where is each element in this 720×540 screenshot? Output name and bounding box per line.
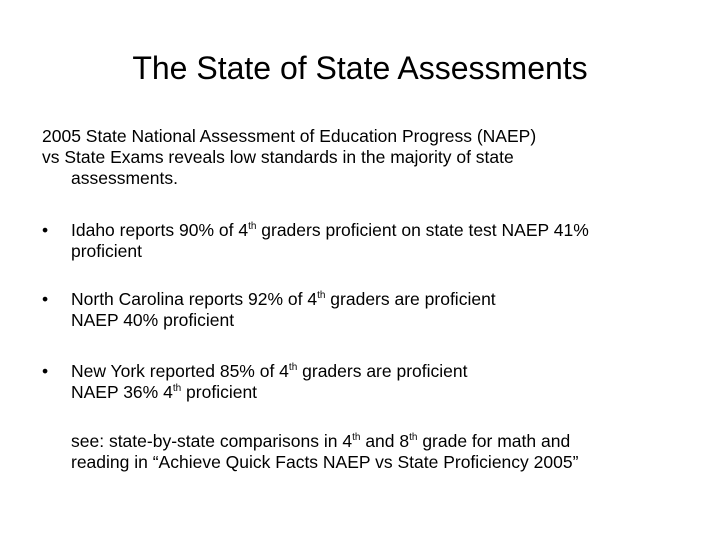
bullet-line-1 [71, 289, 702, 310]
bullet-dot: • [42, 220, 49, 240]
bullet-text: Idaho reports 90% of 4 [71, 220, 249, 240]
intro-line-2: vs State Exams reveals low standards in the majority of state [42, 147, 514, 167]
ordinal-suffix: th [172, 383, 182, 394]
ordinal-suffix: th [409, 432, 418, 443]
ordinal-suffix: th [248, 221, 257, 232]
bullet-dot: • [42, 289, 49, 309]
bullet-text: North Carolina reports 92% of 4 [71, 289, 318, 309]
intro-line-3: assessments. [71, 168, 178, 188]
intro-paragraph [42, 126, 682, 189]
ordinal-suffix: th [288, 362, 298, 373]
slide-title: The State of State Assessments [132, 50, 588, 86]
bullet-dot: • [42, 361, 49, 381]
source-note [71, 431, 711, 473]
bullet-text: NAEP 36% 4 [71, 382, 173, 402]
bullet-new-york [42, 361, 702, 403]
bullet-text: graders are proficient [297, 361, 468, 381]
bullet-text: graders are proficient [325, 289, 496, 309]
bullet-text: New York reported 85% of 4 [71, 361, 289, 381]
bullet-body [71, 361, 702, 403]
bullet-line-1 [71, 361, 702, 382]
bullet-text: graders proficient on state test NAEP 41% [256, 220, 589, 240]
bullet-body [71, 220, 702, 262]
bullet-text: proficient [181, 382, 258, 402]
bullet-idaho [42, 220, 702, 262]
bullet-line-2: NAEP 40% proficient [71, 310, 235, 330]
bullet-north-carolina [42, 289, 702, 331]
note-text: and 8 [360, 431, 410, 451]
bullet-line-2: proficient [71, 241, 143, 261]
ordinal-suffix: th [352, 432, 361, 443]
bullet-line-2 [71, 382, 702, 403]
ordinal-suffix: th [317, 290, 326, 301]
note-text: see: state-by-state comparisons in 4 [71, 431, 353, 451]
note-line-2: reading in “Achieve Quick Facts NAEP vs State Proficiency 2005” [71, 452, 579, 472]
note-line-1 [71, 431, 711, 452]
bullet-body [71, 289, 702, 331]
bullet-line-1 [71, 220, 702, 241]
intro-line-1: 2005 State National Assessment of Education Progress (NAEP) [42, 126, 537, 146]
note-text: grade for math and [417, 431, 571, 451]
